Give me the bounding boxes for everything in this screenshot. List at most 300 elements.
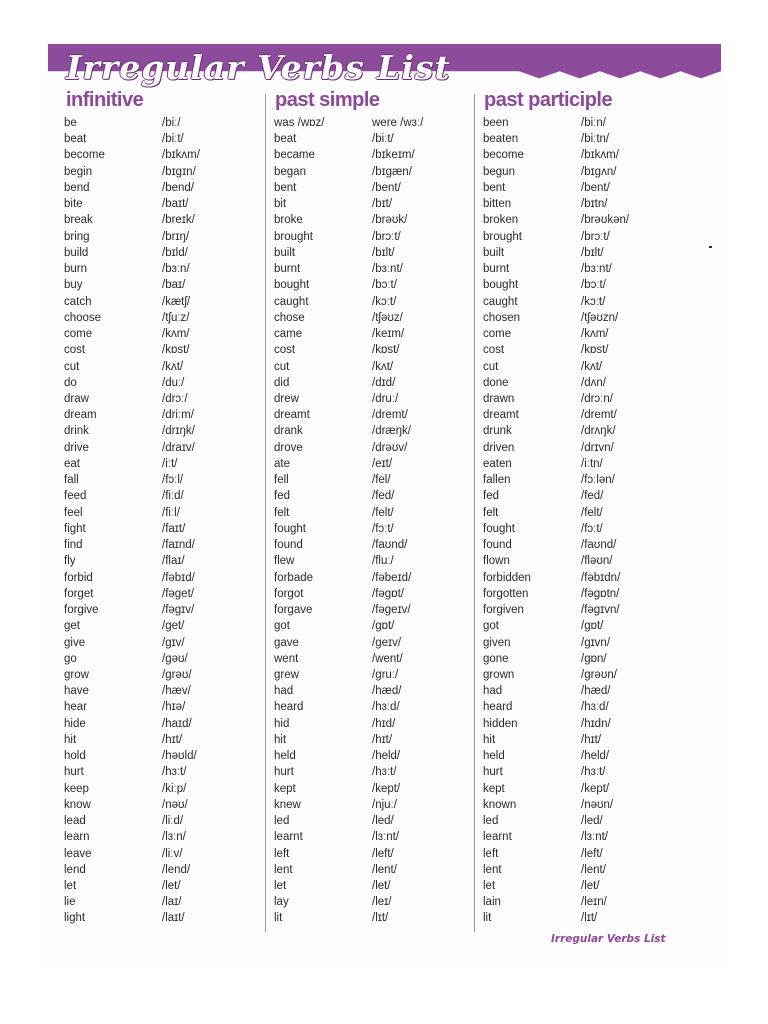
past-participle-pronunciation: /bent/	[581, 181, 610, 194]
infinitive-word: hide	[64, 717, 86, 730]
past-participle-pronunciation: /nəʊn/	[581, 798, 614, 811]
past-simple-word: bent	[274, 181, 297, 194]
past-simple-word: drew	[274, 392, 299, 405]
past-participle-pronunciation: /kɒst/	[581, 344, 609, 357]
infinitive-word: forget	[64, 587, 94, 600]
past-simple-word: fell	[274, 474, 289, 487]
past-participle-pronunciation: /drɪvn/	[581, 441, 614, 454]
past-simple-word: burnt	[274, 263, 301, 276]
past-simple-pronunciation: /faʊnd/	[372, 539, 408, 552]
past-participle-word: had	[483, 685, 503, 698]
past-simple-pronunciation: /left/	[372, 847, 394, 860]
past-simple-pronunciation: /bɪkeɪm/	[372, 149, 415, 162]
past-participle-word: drunk	[483, 425, 512, 438]
past-participle-pronunciation: /gɒn/	[581, 652, 607, 665]
infinitive-pronunciation: /tʃuːz/	[162, 311, 190, 324]
infinitive-word: bite	[64, 198, 83, 211]
past-simple-pronunciation: /geɪv/	[372, 636, 402, 649]
past-simple-pronunciation: /brəʊk/	[372, 214, 408, 227]
column-divider	[265, 94, 266, 932]
past-simple-word: forbade	[274, 571, 314, 584]
past-participle-pronunciation: /fləʊn/	[581, 555, 613, 568]
past-simple-pronunciation: /eɪt/	[372, 457, 393, 470]
past-participle-word: burnt	[483, 263, 510, 276]
infinitive-word: be	[64, 117, 77, 129]
past-simple-pronunciation: /drəʊv/	[372, 441, 408, 454]
past-simple-pronunciation: /gɒt/	[372, 620, 395, 633]
past-participle-pronunciation: /drʌŋk/	[581, 425, 616, 438]
past-participle-word: begun	[483, 165, 515, 178]
past-simple-word: hit	[274, 733, 287, 746]
infinitive-word: come	[64, 328, 93, 341]
infinitive-pronunciation: /drɔː/	[162, 392, 188, 405]
infinitive-pronunciation: /hæv/	[162, 685, 191, 698]
past-participle-word: held	[483, 750, 505, 763]
past-participle-word: forgiven	[483, 604, 524, 617]
past-simple-word: became	[274, 149, 315, 162]
infinitive-pronunciation: /drɪŋk/	[162, 425, 195, 438]
infinitive-word: cut	[64, 360, 80, 373]
infinitive-word: leave	[64, 847, 92, 860]
past-simple-pronunciation: /hɪd/	[372, 717, 396, 730]
past-participle-word: left	[483, 847, 499, 860]
past-simple-pronunciation: /kɒst/	[372, 344, 400, 357]
infinitive-pronunciation: /lend/	[162, 863, 191, 876]
infinitive-pronunciation: /biːt/	[162, 133, 184, 146]
past-participle-word: fed	[483, 490, 499, 503]
infinitive-pronunciation: /kiːp/	[162, 782, 187, 795]
past-participle-word: chosen	[483, 311, 521, 324]
past-simple-pronunciation: /let/	[372, 880, 391, 893]
past-participle-pronunciation: /faʊnd/	[581, 539, 617, 552]
past-participle-pronunciation: /bɪkʌm/	[581, 149, 619, 162]
past-simple-word: felt	[274, 506, 290, 519]
past-simple-pronunciation: /bɪgæn/	[372, 165, 412, 178]
infinitive-pronunciation: /gɪv/	[162, 636, 185, 649]
past-participle-pronunciation: /iːtn/	[581, 457, 603, 470]
infinitive-word: feed	[64, 490, 87, 503]
past-participle-word: forgotten	[483, 587, 529, 600]
past-simple-word: dreamt	[274, 409, 310, 422]
past-simple-word: got	[274, 620, 290, 633]
past-participle-pronunciation: /fəgɒtn/	[581, 587, 620, 600]
past-simple-word: forgave	[274, 604, 313, 617]
past-participle-word: come	[483, 328, 512, 341]
past-participle-pronunciation: /leɪn/	[581, 896, 607, 909]
past-simple-pronunciation: /fəgɒt/	[372, 587, 404, 600]
infinitive-word: forgive	[64, 604, 99, 617]
infinitive-word: lie	[64, 896, 76, 909]
infinitive-word: lend	[64, 863, 86, 876]
past-simple-pronunciation: /dremt/	[372, 409, 408, 422]
infinitive-pronunciation: /flaɪ/	[162, 555, 185, 568]
infinitive-word: break	[64, 214, 93, 227]
past-simple-word: found	[274, 539, 303, 552]
past-participle-word: given	[483, 636, 511, 649]
past-simple-word: ate	[274, 457, 290, 470]
past-participle-word: kept	[483, 782, 505, 795]
infinitive-pronunciation: /fəgɪv/	[162, 604, 195, 617]
past-participle-pronunciation: /fed/	[581, 490, 604, 503]
infinitive-pronunciation: /fiːd/	[162, 490, 184, 503]
past-simple-pronunciation: /dræŋk/	[372, 425, 411, 438]
past-participle-word: forbidden	[483, 571, 531, 584]
past-simple-pronunciation: /held/	[372, 750, 401, 763]
past-simple-word: knew	[274, 798, 301, 811]
past-participle-pronunciation: /kʌm/	[581, 328, 609, 341]
infinitive-word: feel	[64, 506, 83, 519]
past-participle-word: learnt	[483, 831, 512, 844]
past-participle-pronunciation: /left/	[581, 847, 603, 860]
infinitive-word: eat	[64, 457, 80, 470]
past-participle-word: got	[483, 620, 499, 633]
past-simple-word: grew	[274, 668, 299, 681]
past-simple-word: drank	[274, 425, 303, 438]
past-simple-pronunciation: /hɜːt/	[372, 766, 397, 779]
past-participle-word: drawn	[483, 392, 515, 405]
past-simple-word: lay	[274, 896, 289, 909]
infinitive-word: become	[64, 149, 105, 162]
infinitive-word: know	[64, 798, 91, 811]
past-simple-word: broke	[274, 214, 303, 227]
infinitive-word: fly	[64, 555, 76, 568]
past-simple-word: went	[274, 652, 299, 665]
past-participle-word: lent	[483, 863, 502, 876]
infinitive-word: light	[64, 912, 86, 925]
past-participle-word: let	[483, 880, 496, 893]
past-participle-pronunciation: /led/	[581, 815, 603, 828]
past-participle-word: heard	[483, 701, 513, 714]
past-participle-pronunciation: /kʌt/	[581, 360, 603, 373]
past-participle-word: caught	[483, 295, 518, 308]
past-simple-word: held	[274, 750, 296, 763]
past-participle-word: built	[483, 246, 505, 259]
footer-label: Irregular Verbs List	[551, 933, 666, 945]
past-simple-word: caught	[274, 295, 309, 308]
past-simple-pronunciation: /fəbeɪd/	[372, 571, 412, 584]
infinitive-word: let	[64, 880, 77, 893]
infinitive-word: buy	[64, 279, 83, 292]
past-participle-pronunciation: /fɔːt/	[581, 522, 603, 535]
past-participle-word: become	[483, 149, 524, 162]
heading-infinitive: infinitive	[66, 89, 144, 111]
past-participle-word: cut	[483, 360, 499, 373]
infinitive-pronunciation: /kætʃ/	[162, 295, 191, 308]
past-participle-word: hurt	[483, 766, 503, 779]
past-simple-word: was /wɒz/	[274, 117, 325, 129]
infinitive-pronunciation: /hɪt/	[162, 733, 183, 746]
past-participle-pronunciation: /grəʊn/	[581, 668, 617, 681]
past-simple-pronunciation: /lɜːnt/	[372, 831, 400, 844]
past-participle-pronunciation: /hæd/	[581, 685, 611, 698]
infinitive-pronunciation: /həʊld/	[162, 750, 197, 763]
past-simple-pronunciation: /dɪd/	[372, 376, 396, 389]
infinitive-word: choose	[64, 311, 102, 324]
past-simple-word: cost	[274, 344, 296, 357]
past-participle-pronunciation: /lɜːnt/	[581, 831, 609, 844]
infinitive-pronunciation: /grəʊ/	[162, 668, 192, 681]
past-simple-pronunciation: /hɜːd/	[372, 701, 400, 714]
infinitive-pronunciation: /fəget/	[162, 587, 194, 600]
infinitive-pronunciation: /kɒst/	[162, 344, 190, 357]
past-participle-pronunciation: /bɪtn/	[581, 198, 608, 211]
past-participle-word: felt	[483, 506, 499, 519]
past-simple-pronunciation: /bɜːnt/	[372, 263, 403, 276]
past-simple-pronunciation: /felt/	[372, 506, 394, 519]
infinitive-pronunciation: /fəbɪd/	[162, 571, 195, 584]
infinitive-pronunciation: /driːm/	[162, 409, 194, 422]
infinitive-pronunciation: /bɪkʌm/	[162, 149, 200, 162]
infinitive-pronunciation: /let/	[162, 880, 181, 893]
scan-speck	[709, 246, 712, 248]
infinitive-word: fall	[64, 474, 79, 487]
past-simple-word: brought	[274, 230, 314, 243]
past-participle-word: gone	[483, 652, 509, 665]
infinitive-word: hear	[64, 701, 88, 714]
past-participle-word: brought	[483, 230, 523, 243]
past-simple-pronunciation: /fluː/	[372, 555, 394, 568]
past-simple-pronunciation: /lent/	[372, 863, 397, 876]
past-participle-pronunciation: /biːtn/	[581, 133, 610, 146]
past-participle-pronunciation: /hɜːt/	[581, 766, 606, 779]
infinitive-word: forbid	[64, 571, 93, 584]
infinitive-pronunciation: /nəʊ/	[162, 798, 188, 811]
past-participle-pronunciation: /kɔːt/	[581, 295, 606, 308]
infinitive-pronunciation: /hɜːt/	[162, 766, 187, 779]
past-simple-pronunciation: /druː/	[372, 392, 399, 405]
past-participle-word: found	[483, 539, 512, 552]
past-simple-pronunciation: /bɪt/	[372, 198, 393, 211]
past-simple-word: built	[274, 246, 296, 259]
infinitive-pronunciation: /duː/	[162, 376, 185, 389]
infinitive-word: go	[64, 652, 77, 665]
past-participle-pronunciation: /kept/	[581, 782, 610, 795]
past-participle-pronunciation: /bɪgʌn/	[581, 165, 617, 178]
past-simple-pronunciation: /bɪlt/	[372, 246, 395, 259]
infinitive-pronunciation: /hɪə/	[162, 701, 186, 714]
infinitive-pronunciation: /bɜːn/	[162, 263, 190, 276]
infinitive-pronunciation: /breɪk/	[162, 214, 195, 227]
past-participle-word: known	[483, 798, 517, 811]
infinitive-word: fight	[64, 522, 86, 535]
past-simple-word: fought	[274, 522, 306, 535]
past-simple-word: let	[274, 880, 287, 893]
infinitive-word: dream	[64, 409, 97, 422]
past-participle-word: bought	[483, 279, 519, 292]
infinitive-pronunciation: /faɪnd/	[162, 539, 195, 552]
infinitive-word: burn	[64, 263, 88, 276]
infinitive-word: beat	[64, 133, 87, 146]
past-participle-pronunciation: /lɪt/	[581, 912, 598, 925]
past-simple-word: left	[274, 847, 290, 860]
infinitive-pronunciation: /draɪv/	[162, 441, 195, 454]
infinitive-word: lead	[64, 815, 86, 828]
infinitive-word: hit	[64, 733, 77, 746]
past-simple-word: kept	[274, 782, 296, 795]
past-participle-pronunciation: /fəbɪdn/	[581, 571, 621, 584]
past-simple-word: lent	[274, 863, 293, 876]
infinitive-word: draw	[64, 392, 89, 405]
infinitive-pronunciation: /faɪt/	[162, 522, 186, 535]
past-participle-pronunciation: /brɔːt/	[581, 230, 610, 243]
past-simple-word: beat	[274, 133, 297, 146]
infinitive-word: hurt	[64, 766, 84, 779]
past-simple-word: began	[274, 165, 306, 178]
past-participle-word: led	[483, 815, 499, 828]
infinitive-word: grow	[64, 668, 89, 681]
past-simple-pronunciation: /fed/	[372, 490, 395, 503]
past-simple-pronunciation: /gruː/	[372, 668, 399, 681]
past-participle-word: fallen	[483, 474, 511, 487]
past-simple-word: lit	[274, 912, 283, 925]
infinitive-word: catch	[64, 295, 92, 308]
infinitive-word: build	[64, 246, 89, 259]
past-simple-word: drove	[274, 441, 303, 454]
infinitive-pronunciation: /haɪd/	[162, 717, 192, 730]
infinitive-pronunciation: /fɔːl/	[162, 474, 184, 487]
past-simple-pronunciation: /kɔːt/	[372, 295, 397, 308]
past-simple-pronunciation: /keɪm/	[372, 328, 405, 341]
past-simple-word: learnt	[274, 831, 303, 844]
infinitive-word: cost	[64, 344, 86, 357]
infinitive-pronunciation: /laɪt/	[162, 912, 185, 925]
past-participle-word: lain	[483, 896, 501, 909]
past-participle-pronunciation: /hɪt/	[581, 733, 602, 746]
past-simple-word: led	[274, 815, 290, 828]
past-participle-word: been	[483, 117, 509, 129]
infinitive-pronunciation: /laɪ/	[162, 896, 182, 909]
past-participle-pronunciation: /gɪvn/	[581, 636, 611, 649]
infinitive-word: bring	[64, 230, 90, 243]
past-simple-pronunciation: /leɪ/	[372, 896, 392, 909]
past-participle-pronunciation: /gɒt/	[581, 620, 604, 633]
infinitive-pronunciation: /baɪ/	[162, 279, 186, 292]
past-simple-word: had	[274, 685, 294, 698]
past-participle-word: lit	[483, 912, 492, 925]
past-simple-word: came	[274, 328, 303, 341]
past-participle-word: beaten	[483, 133, 519, 146]
past-simple-word: did	[274, 376, 290, 389]
past-simple-word: heard	[274, 701, 304, 714]
past-participle-pronunciation: /felt/	[581, 506, 603, 519]
past-simple-pronunciation: were /wɜː/	[372, 117, 424, 129]
infinitive-pronunciation: /bɪgɪn/	[162, 165, 196, 178]
infinitive-pronunciation: /gəʊ/	[162, 652, 188, 665]
infinitive-word: do	[64, 376, 77, 389]
infinitive-pronunciation: /bend/	[162, 181, 194, 194]
past-participle-word: cost	[483, 344, 505, 357]
past-participle-pronunciation: /dremt/	[581, 409, 617, 422]
heading-past-participle: past participle	[484, 89, 613, 111]
past-participle-word: driven	[483, 441, 515, 454]
past-simple-pronunciation: /kʌt/	[372, 360, 394, 373]
past-participle-word: eaten	[483, 457, 512, 470]
past-participle-pronunciation: /lent/	[581, 863, 606, 876]
past-simple-pronunciation: /hæd/	[372, 685, 402, 698]
past-participle-word: bitten	[483, 198, 512, 211]
past-participle-pronunciation: /bɪlt/	[581, 246, 604, 259]
infinitive-word: have	[64, 685, 89, 698]
past-simple-pronunciation: /bɔːt/	[372, 279, 397, 292]
infinitive-word: drive	[64, 441, 89, 454]
past-simple-pronunciation: /bent/	[372, 181, 401, 194]
past-simple-pronunciation: /kept/	[372, 782, 401, 795]
past-participle-word: broken	[483, 214, 519, 227]
past-simple-word: bought	[274, 279, 310, 292]
past-simple-pronunciation: /fəgeɪv/	[372, 604, 411, 617]
past-participle-pronunciation: /brəʊkən/	[581, 214, 630, 227]
infinitive-word: drink	[64, 425, 89, 438]
infinitive-word: bend	[64, 181, 90, 194]
past-simple-pronunciation: /went/	[372, 652, 403, 665]
past-participle-word: dreamt	[483, 409, 519, 422]
infinitive-pronunciation: /lɜːn/	[162, 831, 186, 844]
past-simple-word: bit	[274, 198, 287, 211]
past-simple-word: flew	[274, 555, 295, 568]
past-participle-pronunciation: /hɜːd/	[581, 701, 609, 714]
past-simple-pronunciation: /njuː/	[372, 798, 397, 811]
infinitive-pronunciation: /fiːl/	[162, 506, 180, 519]
past-simple-pronunciation: /hɪt/	[372, 733, 393, 746]
infinitive-pronunciation: /brɪŋ/	[162, 230, 190, 243]
infinitive-word: begin	[64, 165, 93, 178]
infinitive-word: give	[64, 636, 86, 649]
past-participle-word: hidden	[483, 717, 518, 730]
column-divider	[474, 94, 475, 932]
past-participle-pronunciation: /held/	[581, 750, 610, 763]
past-simple-word: forgot	[274, 587, 304, 600]
infinitive-word: learn	[64, 831, 90, 844]
past-participle-pronunciation: /bɔːt/	[581, 279, 606, 292]
infinitive-pronunciation: /get/	[162, 620, 185, 633]
past-participle-pronunciation: /fəgɪvn/	[581, 604, 620, 617]
past-participle-word: done	[483, 376, 509, 389]
past-participle-word: flown	[483, 555, 510, 568]
past-simple-pronunciation: /fel/	[372, 474, 391, 487]
past-participle-pronunciation: /let/	[581, 880, 600, 893]
past-participle-pronunciation: /drɔːn/	[581, 392, 613, 405]
past-simple-pronunciation: /tʃəʊz/	[372, 311, 403, 324]
infinitive-pronunciation: /iːt/	[162, 457, 178, 470]
past-participle-pronunciation: /dʌn/	[581, 376, 606, 389]
past-participle-word: fought	[483, 522, 515, 535]
past-simple-pronunciation: /lɪt/	[372, 912, 389, 925]
past-participle-pronunciation: /fɔːlən/	[581, 474, 615, 487]
past-simple-word: cut	[274, 360, 290, 373]
infinitive-word: get	[64, 620, 80, 633]
past-simple-pronunciation: /led/	[372, 815, 394, 828]
infinitive-word: keep	[64, 782, 89, 795]
page-title: Irregular Verbs List	[66, 48, 451, 87]
past-participle-word: grown	[483, 668, 515, 681]
infinitive-pronunciation: /biː/	[162, 117, 181, 129]
infinitive-word: hold	[64, 750, 86, 763]
infinitive-pronunciation: /kʌm/	[162, 328, 190, 341]
past-participle-word: bent	[483, 181, 506, 194]
infinitive-pronunciation: /bɪld/	[162, 246, 188, 259]
infinitive-word: find	[64, 539, 83, 552]
infinitive-pronunciation: /liːv/	[162, 847, 183, 860]
past-simple-word: gave	[274, 636, 299, 649]
infinitive-pronunciation: /liːd/	[162, 815, 184, 828]
past-simple-pronunciation: /biːt/	[372, 133, 394, 146]
past-simple-word: hurt	[274, 766, 294, 779]
past-simple-pronunciation: /brɔːt/	[372, 230, 401, 243]
past-simple-pronunciation: /fɔːt/	[372, 522, 394, 535]
past-simple-word: chose	[274, 311, 305, 324]
infinitive-pronunciation: /kʌt/	[162, 360, 184, 373]
infinitive-pronunciation: /baɪt/	[162, 198, 189, 211]
